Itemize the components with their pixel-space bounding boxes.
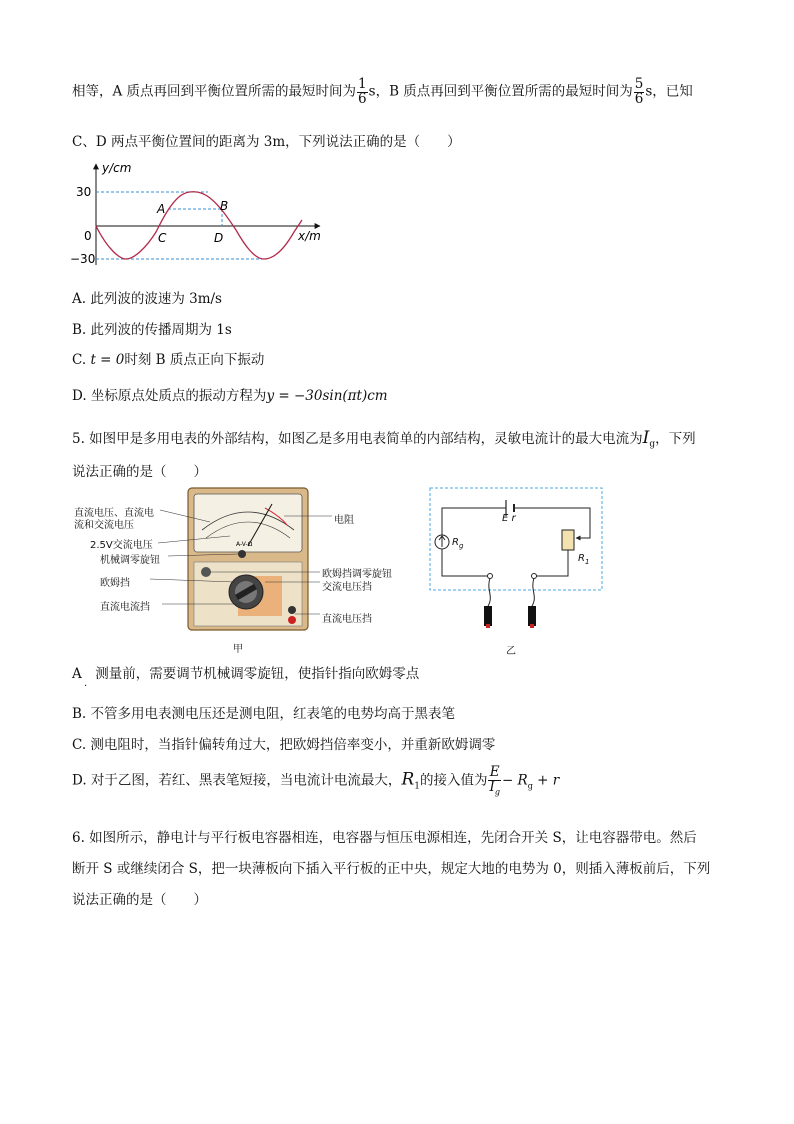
- point-b: B: [220, 199, 229, 213]
- q4-option-c: C. t = 0时刻 B 质点正向下振动: [72, 352, 265, 368]
- label-ohm: 欧姆挡: [100, 578, 130, 589]
- point-d: D: [214, 231, 224, 245]
- label-dc-ac-1: 直流电压、直流电: [74, 508, 154, 519]
- fraction-e-over-ig: $\frac{E}{I_g}$: [489, 764, 500, 797]
- y-axis-label: y/cm: [102, 161, 132, 175]
- q4-option-a: A. 此列波的波速为 3m/s: [72, 291, 222, 307]
- ohm-zero-knob: [201, 567, 211, 577]
- q5-option-d: D. 对于乙图，若红、黑表笔短接，当电流计电流最大，$R_1$的接入值为 $\frac{E}{I_g}$ − $R_g + r$: [72, 764, 560, 797]
- q6-line3: 说法正确的是（ ）: [72, 892, 207, 908]
- fraction-one-sixth: $\frac{1}{6}$: [358, 76, 367, 107]
- black-probe: [528, 606, 536, 626]
- label-dc-volt: 直流电压挡: [322, 614, 372, 625]
- caption-jia: 甲: [233, 644, 243, 655]
- point-c: C: [158, 231, 167, 245]
- q4-stem-line2: C、D 两点平衡位置间的距离为 3m，下列说法正确的是（ ）: [72, 134, 461, 150]
- tick-30: 30: [76, 185, 92, 199]
- label-r1: $R_1$: [578, 553, 590, 566]
- label-25v-ac: 2.5V交流电压: [90, 540, 153, 551]
- label-dc-current: 直流电流挡: [100, 602, 150, 613]
- dial-text: A-V-Ω: [236, 541, 253, 548]
- q6-line2: 断开 S 或继续闭合 S，把一块薄板向下插入平行板的正中央，规定大地的电势为 0，则插入薄板前后，下列: [72, 861, 711, 877]
- q5-option-b: B. 不管多用电表测电压还是测电阻，红表笔的电势均高于黑表笔: [72, 706, 456, 722]
- wave-graph: [70, 160, 340, 270]
- q4-option-b: B. 此列波的传播周期为 1s: [72, 322, 232, 338]
- label-er: E r: [502, 513, 516, 524]
- label-mech-zero: 机械调零旋钮: [100, 555, 160, 566]
- x-axis-label: x/m: [298, 229, 321, 243]
- q4-option-d: D. 坐标原点处质点的振动方程为y = −30sin(πt)cm: [72, 388, 388, 404]
- q5-stem-line1: 5. 如图甲是多用电表的外部结构，如图乙是多用电表简单的内部结构，灵敏电流计的最大电流为$I_g$，下列: [72, 428, 696, 450]
- fraction-five-sixths: $\frac{5}{6}$: [634, 76, 644, 107]
- mechanical-zero-knob: [238, 550, 246, 558]
- q5-option-a: A 测量前，需要调节机械调零旋钮，使指针指向欧姆零点: [72, 666, 420, 682]
- tick-neg30: −30: [70, 252, 96, 266]
- label-rg: $R_g$: [452, 537, 464, 550]
- red-probe: [484, 606, 492, 626]
- tick-0: 0: [84, 229, 92, 243]
- variable-resistor: [562, 530, 574, 550]
- caption-yi: 乙: [506, 646, 516, 657]
- point-a: A: [157, 202, 166, 216]
- label-dc-ac-2: 流和交流电压: [74, 520, 134, 531]
- q5-stem-line2: 说法正确的是（ ）: [72, 464, 207, 480]
- q6-line1: 6. 如图所示，静电计与平行板电容器相连，电容器与恒压电源相连，先闭合开关 S，让电容器带电。然后: [72, 830, 697, 846]
- q5-option-c: C. 测电阻时，当指针偏转角过大，把欧姆挡倍率变小，并重新欧姆调零: [72, 737, 496, 753]
- label-resistance: 电阻: [334, 515, 354, 526]
- label-ac-volt: 交流电压挡: [322, 582, 372, 593]
- label-ohm-zero: 欧姆挡调零旋钮: [322, 569, 392, 580]
- wave-curve: [96, 192, 302, 259]
- q4-stem-line1: 相等，A 质点再回到平衡位置所需的最短时间为 $\frac{1}{6}$ s，B 质点再回到平衡位置所需的最短时间为 $\frac{5}{6}$ s，已知: [72, 76, 693, 107]
